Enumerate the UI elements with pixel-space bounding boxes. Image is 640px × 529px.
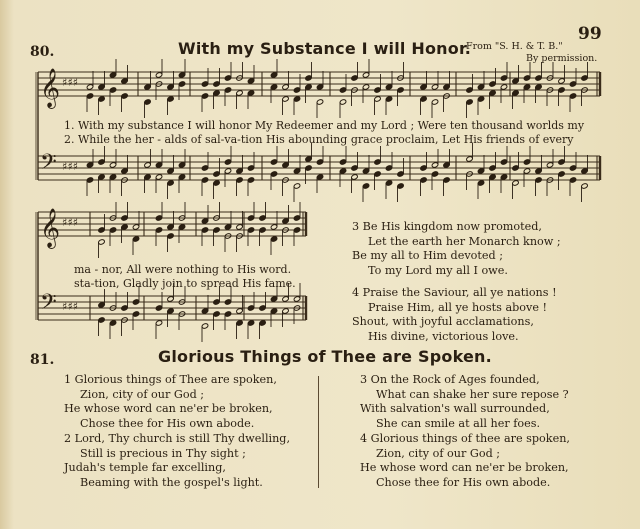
hymn-81-verse-1 xyxy=(64,373,277,431)
verse-line: With salvation's wall surrounded, xyxy=(360,402,550,415)
hymn-80-lyric-line-2a: ma - nor, All were nothing to His word. xyxy=(74,263,292,276)
verse-line: Zion, city of our God ; xyxy=(376,446,501,460)
verse-line: Praise Him, all ye hosts above ! xyxy=(368,300,548,314)
hymn-80-permission: By permission. xyxy=(526,53,598,64)
verse-line: To my Lord my all I owe. xyxy=(368,263,508,277)
treble-clef-icon: 𝄞 xyxy=(40,208,61,248)
hymn-80-verse-4 xyxy=(352,286,557,344)
verse-line: Zion, city of our God ; xyxy=(80,387,205,401)
hymn-80-title: With my Substance I will Honor. xyxy=(178,39,472,58)
verse-line: Let the earth her Monarch know ; xyxy=(368,234,561,248)
verse-line: 1 Glorious things of Thee are spoken, xyxy=(64,373,277,386)
hymn-81-verse-3 xyxy=(360,373,569,431)
verse-line: Beaming with the gospel's light. xyxy=(80,475,263,489)
verse-line: His divine, victorious love. xyxy=(368,329,519,343)
hymn-80-lyric-line-1a: 1. With my substance I will honor My Redeemer and my Lord ; Were ten thousand worlds my xyxy=(64,119,585,132)
page-number: 99 xyxy=(578,24,602,44)
verse-line: Chose thee for His own abode. xyxy=(80,416,255,430)
hymn-81-title: Glorious Things of Thee are Spoken. xyxy=(158,347,492,366)
hymn-80-source: From "S. H. & T. B." xyxy=(466,41,563,52)
key-signature-icon: ♯♯♯ xyxy=(62,300,78,313)
hymn-80-lyric-line-1b: 2. While the her - alds of sal-va-tion His abounding grace proclaim, Let His friends of every xyxy=(64,133,574,146)
treble-clef-icon: 𝄞 xyxy=(40,68,61,108)
verse-line: Judah's temple far excelling, xyxy=(64,461,226,474)
bass-clef-icon: 𝄢 xyxy=(40,150,57,180)
verse-line: What can shake her sure repose ? xyxy=(376,387,569,401)
key-signature-icon: ♯♯♯ xyxy=(62,76,78,89)
verse-line: Still is precious in Thy sight ; xyxy=(80,446,246,460)
verse-line: 3 On the Rock of Ages founded, xyxy=(360,373,540,386)
verse-line: He whose word can ne'er be broken, xyxy=(64,402,273,415)
column-divider xyxy=(318,376,319,488)
hymn-80-verse-3 xyxy=(352,220,561,278)
hymn-81-verse-4 xyxy=(360,432,570,490)
verse-line: 2 Lord, Thy church is still Thy dwelling, xyxy=(64,432,291,445)
key-signature-icon: ♯♯♯ xyxy=(62,216,78,229)
key-signature-icon: ♯♯♯ xyxy=(62,160,78,173)
hymn-80-number: 80. xyxy=(30,44,55,60)
verse-line: Shout, with joyful acclamations, xyxy=(352,315,534,328)
verse-line: 3 Be His kingdom now promoted, xyxy=(352,220,542,233)
verse-line: He whose word can ne'er be broken, xyxy=(360,461,569,474)
hymn-81-number: 81. xyxy=(30,352,55,368)
verse-line: 4 Praise the Saviour, all ye nations ! xyxy=(352,286,557,299)
verse-line: 4 Glorious things of thee are spoken, xyxy=(360,432,570,445)
verse-line: Be my all to Him devoted ; xyxy=(352,249,503,262)
hymn-81-verse-2 xyxy=(64,432,290,490)
verse-line: Chose thee for His own abode. xyxy=(376,475,551,489)
verse-line: She can smile at all her foes. xyxy=(376,416,541,430)
hymn-80-lyric-line-2b: sta-tion, Gladly join to spread His fame. xyxy=(74,277,296,290)
bass-clef-icon: 𝄢 xyxy=(40,290,57,320)
